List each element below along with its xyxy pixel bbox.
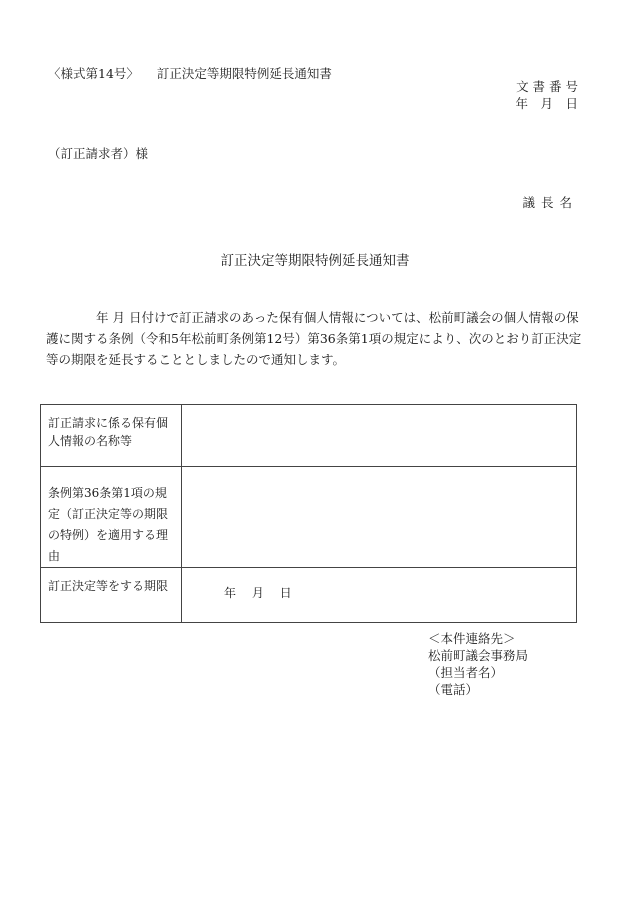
row-label: 訂正請求に係る保有個人情報の名称等 [41, 405, 182, 467]
form-header [48, 64, 332, 82]
document-number: 文 書 番 号 [516, 79, 578, 94]
addressee: （訂正請求者）様 [48, 146, 149, 161]
form-name: 訂正決定等期限特例延長通知書 [156, 66, 332, 81]
contact-heading: ＜本件連絡先＞ [428, 631, 516, 646]
contact-office: 松前町議会事務局 [428, 648, 529, 663]
table-row [41, 568, 577, 623]
form-number: 〈様式第14号〉 [48, 66, 139, 81]
contact-block [428, 630, 528, 698]
document-meta [515, 78, 578, 112]
sender-name: 議長名 [522, 195, 578, 210]
contact-person: （担当者名） [428, 665, 504, 680]
contact-phone: （電話） [428, 682, 479, 697]
row-value [182, 405, 577, 467]
table-row [41, 467, 577, 568]
document-title: 訂正決定等期限特例延長通知書 [220, 253, 410, 269]
body-paragraph: 年 月 日付けで訂正請求のあった保有個人情報については、松前町議会の個人情報の保護に関する条例（令和5年松前町条例第12号）第36条第1項の規定により、次のとおり訂正決定等の期限を延長することとしましたので通知します。 [46, 310, 582, 367]
deadline-value: 年 月 日 [182, 568, 577, 623]
row-label: 条例第36条第1項の規定（訂正決定等の期限の特例）を適用する理由 [41, 467, 182, 568]
row-value [182, 467, 577, 568]
table-row [41, 405, 577, 467]
info-table [40, 404, 577, 623]
document-date: 年 月 日 [515, 96, 578, 111]
row-label: 訂正決定等をする期限 [41, 568, 182, 623]
